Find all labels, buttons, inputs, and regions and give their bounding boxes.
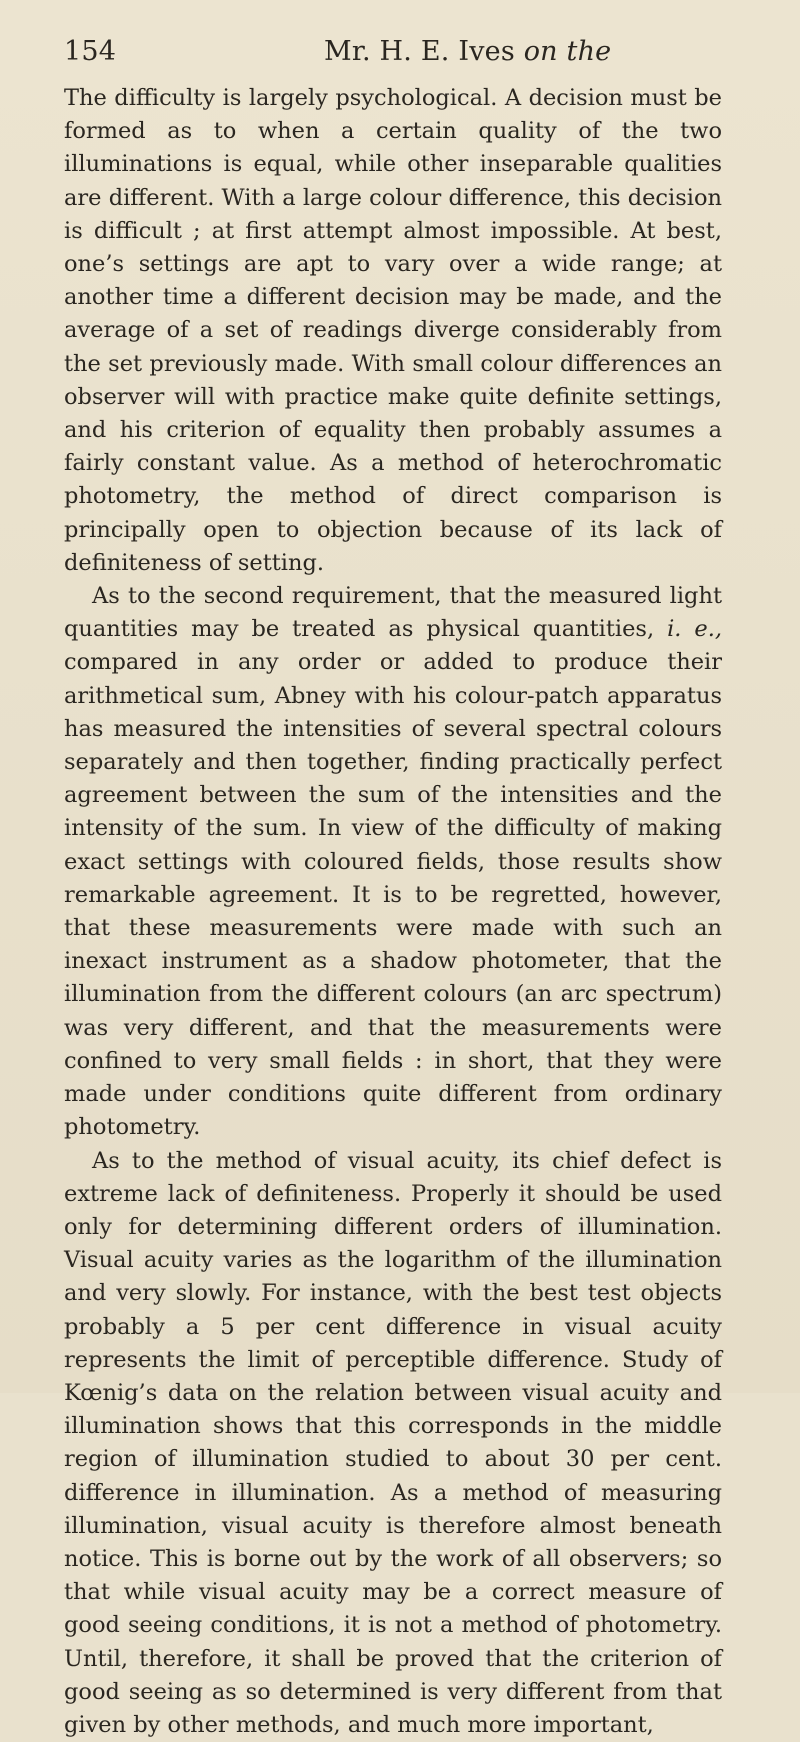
running-head: [64, 36, 722, 80]
paragraph-2-rest: compared in any order or added to produce their arithmetical sum, Abney with his colour-patch apparatus has measured the intensities of several spectral colours separately and then together, finding practically perfect agreement between the sum of the intensities and the intensity of the sum. In view of the difficulty of making exact settings with coloured fields, those results show remarkable agreement. It is to be regretted, however, that these measurements were made with such an inexact instrument as a shadow photometer, that the illumination from the different colours (an arc spectrum) was very different, and that the measurements were confined to very small fields : in short, that they were made under conditions quite different from ordinary photometry.: [64, 649, 722, 1140]
paragraph-1: The difficulty is largely psychological. A decision must be formed as to when a certain quality of the two illuminations is equal, while other inseparable qualities are different. With a large colour difference, this decision is difficult ; at first attempt almost impossible. At best, one’s settings are apt to vary over a wide range; at another time a different decision may be made, and the average of a set of readings diverge considerably from the set previously made. With small colour differences an observer will with practice make quite definite settings, and his criterion of equality then probably assumes a fairly constant value. As a method of heterochromatic photometry, the method of direct comparison is principally open to objection because of its lack of definiteness of setting.: [64, 82, 722, 580]
running-title-author: Mr. H. E. Ives: [324, 36, 515, 67]
paragraph-2-italic: i. e.,: [667, 616, 722, 642]
running-title-italic: on the: [524, 36, 612, 67]
running-title: [184, 36, 722, 67]
paragraph-2: [64, 580, 722, 1144]
paragraph-3: As to the method of visual acuity, its chief defect is extreme lack of definiteness. Properly it should be used only for determining different orders of illumination. Visual acuity varies as the logarithm of the illumination and very slowly. For instance, with the best test objects probably a 5 per cent difference in visual acuity represents the limit of perceptible difference. Study of Kœnig’s data on the relation between visual acuity and illumination shows that this corresponds in the middle region of illumination studied to about 30 per cent. difference in illumination. As a method of measuring illumination, visual acuity is therefore almost beneath notice. This is borne out by the work of all observers; so that while visual acuity may be a correct measure of good seeing conditions, it is not a method of photometry. Until, therefore, it shall be proved that the criterion of good seeing as so determined is very different from that given by other methods, and much more important,: [64, 1145, 722, 1742]
body-text: [64, 82, 722, 1742]
paragraph-2-start: As to the second requirement, that the measured light quantities may be treated as physical quantities,: [64, 583, 722, 642]
page-number: 154: [64, 36, 184, 67]
